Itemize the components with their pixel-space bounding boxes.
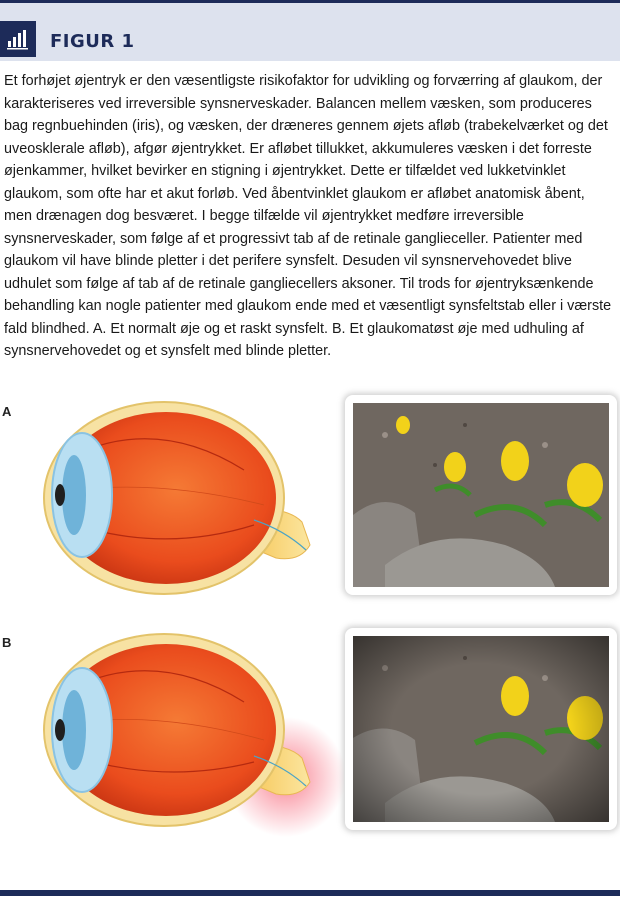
healthy-visual-field-photo xyxy=(345,395,617,595)
panel-a-label: A xyxy=(2,404,12,419)
normal-eye-illustration xyxy=(14,380,324,600)
glaucoma-visual-field-photo xyxy=(345,628,617,830)
glaucoma-eye-illustration xyxy=(14,612,344,842)
figure-caption: Et forhøjet øjentryk er den væsentligste risikofaktor for udvikling og forværring af glaukom, der karakteriseres ved irreversible synsnerveskader. Balancen mellem væsken, som produceres bag regnbuehinden (iris), og væsken, der dræneres gennem øjets afløb (trabekelværket og det uveosklerale afløb), afgør øjentrykket. Er afløbet tillukket, akkumuleres væsken i det forreste øjenkammer, hvilket bevirker en stigning i øjentrykket. Dette er tilfældet ved lukketvinklet glaukom, som ofte har et akut forløb. Ved åbentvinklet glaukom er afløbet anatomisk åbent, men drænagen dog besværet. I begge tilfælde vil øjentrykket medføre irreversible synsnerveskader, som følge af et progressivt tab af de retinale ganglieceller. Patienter med glaukom vil have blinde pletter i det perifere synsfelt. Desuden vil synsnervehovedet blive udhulet som følge af tab af de retinale gangliecellers aksoner. Til trods for øjentryksænkende behandling kan nogle patienter med glaukom ende med et væsentligt synsfeltstab eller i værste fald blindhed. A. Et normalt øje og et raskt synsfelt. B. Et glaukomatøst øje med udhuling af synsnervehovedet og et synsfelt med blinde pletter. xyxy=(4,73,612,359)
figure-title: FIGUR 1 xyxy=(50,31,135,52)
panel-b-label: B xyxy=(2,635,12,650)
bar-chart-icon xyxy=(0,21,36,57)
bottom-rule xyxy=(0,890,620,896)
figure-header xyxy=(0,3,620,61)
